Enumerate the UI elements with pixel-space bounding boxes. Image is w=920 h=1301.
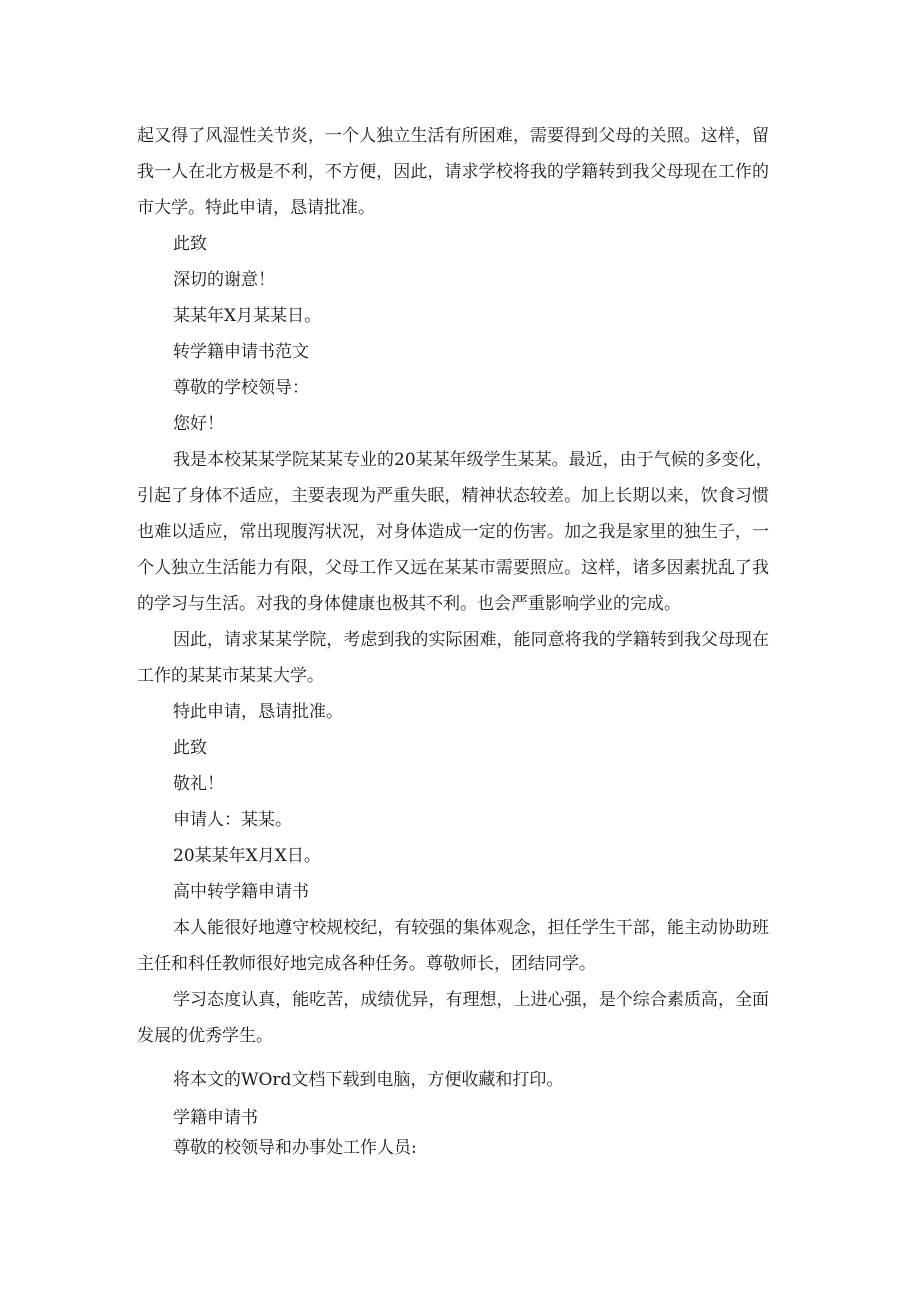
paragraph-line: 个人独立生活能力有限，父母工作又远在某某市需要照应。这样，诸多因素扰乱了我 [137,558,769,578]
paragraph-line: 我是本校某某学院某某专业的20某某年级学生某某。最近，由于气候的多变化， [173,450,773,470]
section-title: 高中转学籍申请书 [173,882,309,902]
download-note: 将本文的WOrd文档下载到电脑，方便收藏和打印。 [173,1070,564,1090]
paragraph-line: 引起了身体不适应，主要表现为严重失眠，精神状态较差。加上长期以来，饮食习惯 [137,486,769,506]
paragraph-line: 主任和科任教师很好地完成各种任务。尊敬师长，团结同学。 [137,954,596,974]
greeting: 您好！ [173,414,224,434]
closing-text: 此致 [173,738,207,758]
paragraph-line: 工作的某某市某某大学。 [137,666,324,686]
paragraph-line: 的学习与生活。对我的身体健康也极其不利。也会严重影响学业的完成。 [137,594,681,614]
request-text: 特此申请，恳请批准。 [173,702,343,722]
paragraph-line: 发展的优秀学生。 [137,1026,273,1046]
paragraph-line: 因此，请求某某学院，考虑到我的实际困难，能同意将我的学籍转到我父母现在 [173,630,769,650]
closing-text: 此致 [173,234,207,254]
salute-text: 敬礼！ [173,774,224,794]
applicant-text: 申请人：某某。 [173,810,292,830]
paragraph-line: 学习态度认真，能吃苦，成绩优异，有理想，上进心强，是个综合素质高，全面 [173,990,769,1010]
salutation: 尊敬的校领导和办事处工作人员: [173,1138,417,1158]
section-title: 转学籍申请书范文 [173,342,309,362]
paragraph-line: 也难以适应，常出现腹泻状况，对身体造成一定的伤害。加之我是家里的独生子，一 [137,522,769,542]
section-title: 学籍申请书 [173,1108,258,1128]
thanks-text: 深切的谢意！ [173,270,275,290]
paragraph-line: 本人能很好地遵守校规校纪，有较强的集体观念，担任学生干部，能主动协助班 [173,918,769,938]
paragraph-line: 起又得了风湿性关节炎，一个人独立生活有所困难，需要得到父母的关照。这样，留 [137,126,769,146]
paragraph-line: 市大学。特此申请，恳请批准。 [137,198,375,218]
paragraph-line: 我一人在北方极是不利，不方便，因此，请求学校将我的学籍转到我父母现在工作的 [137,162,769,182]
salutation: 尊敬的学校领导： [173,378,309,398]
date-text: 20某某年X月X日。 [173,846,321,866]
date-text: 某某年X月某某日。 [173,306,322,326]
